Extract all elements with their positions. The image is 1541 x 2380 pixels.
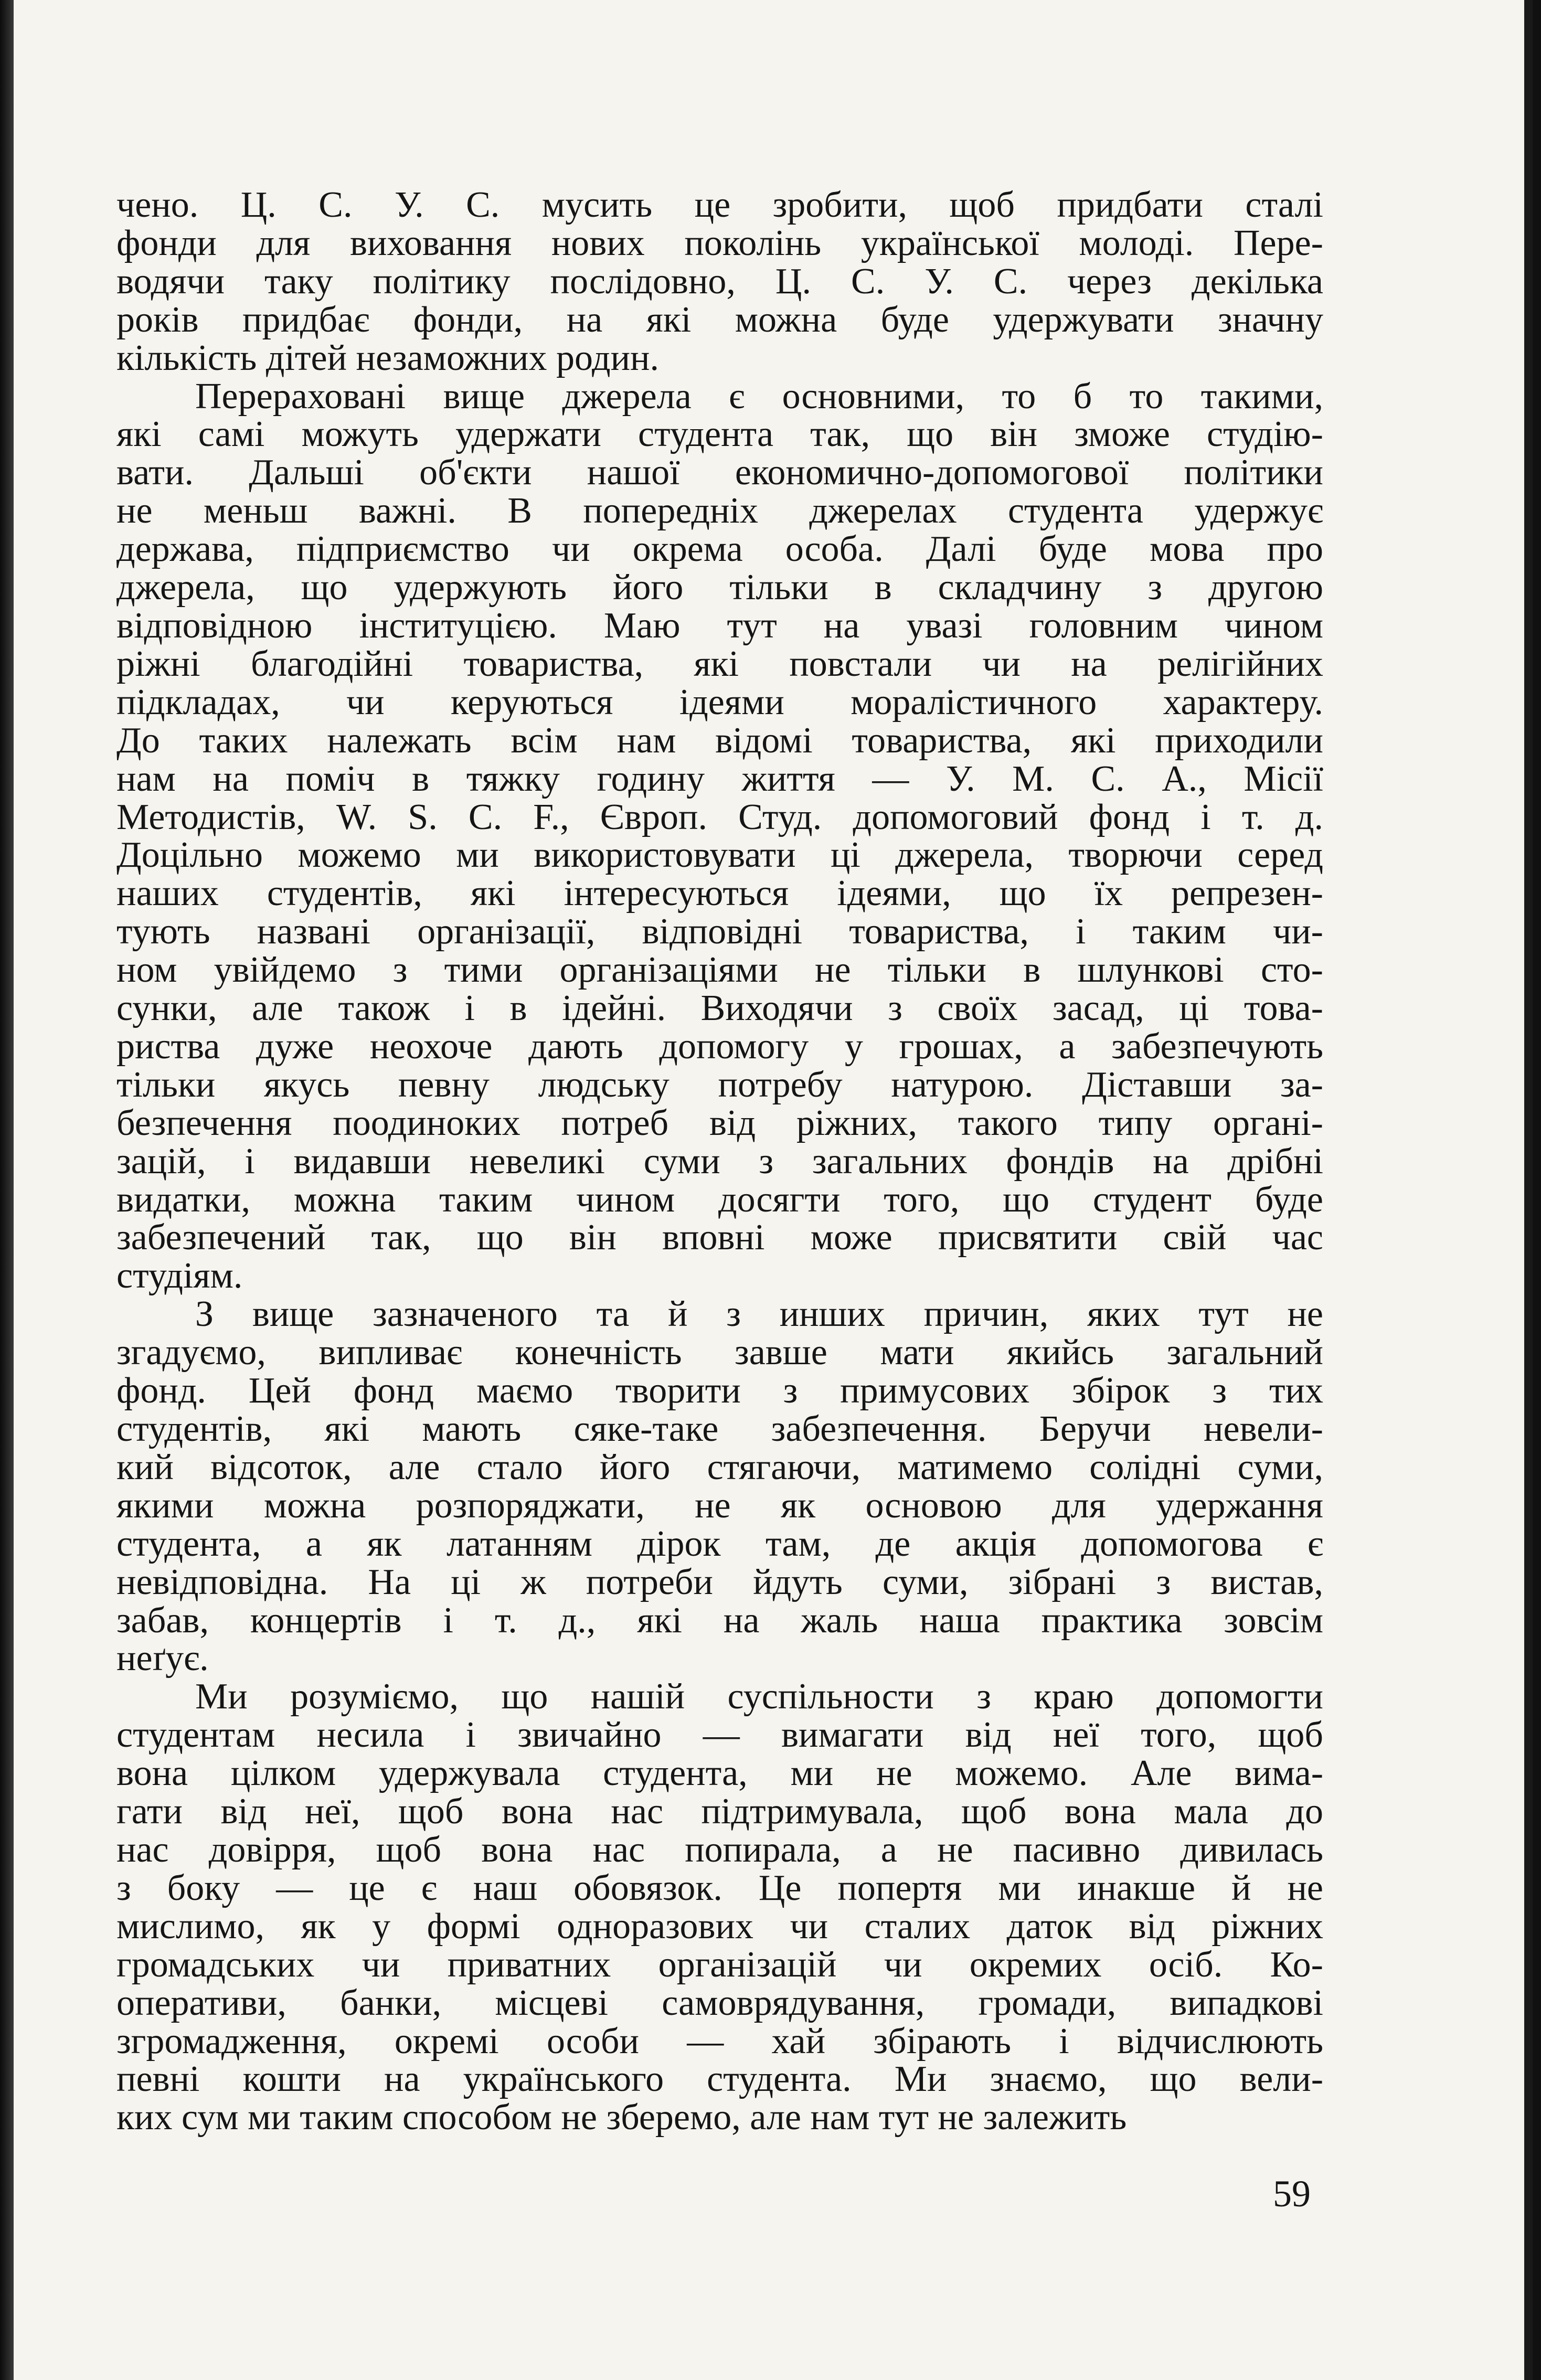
text-line: тільки якусь певну людську потребу натурою. Діставши за- xyxy=(116,1064,1323,1105)
text-line: мислимо, як у формі одноразових чи сталих даток від ріжних xyxy=(116,1906,1323,1947)
text-line: кількість дітей незаможних родин. xyxy=(116,337,660,378)
text-line: ких сум ми таким способом не зберемо, але нам тут не залежить xyxy=(116,2097,1127,2138)
text-line: чено. Ц. С. У. С. мусить це зробити, щоб придбати сталі xyxy=(116,185,1323,225)
text-line: До таких належать всім нам відомі товариства, які приходили xyxy=(116,720,1323,761)
paragraph xyxy=(116,378,1323,1296)
text-line: З вище зазначеного та й з инших причин, яких тут не xyxy=(195,1294,1323,1335)
text-line: тують названі організації, відповідні товариства, і таким чи- xyxy=(116,911,1323,952)
text-line: громадських чи приватних організацій чи окремих осіб. Ко- xyxy=(116,1944,1323,1985)
text-line: сунки, але також і в ідейні. Виходячи з своїх засад, ці това- xyxy=(116,988,1323,1029)
text-line: забезпечений так, що він вповні може присвятити свій час xyxy=(116,1217,1323,1258)
text-line: безпечення поодиноких потреб від ріжних, такого типу органі- xyxy=(116,1102,1323,1143)
text-line: наших студентів, які інтересуються ідеями, що їх репрезен- xyxy=(116,873,1323,914)
text-line: держава, підприємство чи окрема особа. Далі буде мова про xyxy=(116,529,1323,570)
text-line: джерела, що удержують його тільки в складчину з другою xyxy=(116,567,1323,608)
scan-right-edge xyxy=(1524,0,1533,2380)
text-line: водячи таку політику послідовно, Ц. С. У. С. через декілька xyxy=(116,261,1323,302)
text-line: студента, а як латанням дірок там, де акція допомогова є xyxy=(116,1523,1323,1564)
body-text xyxy=(116,186,1323,2137)
text-line: студентів, які мають сяке-таке забезпечення. Беручи невели- xyxy=(116,1409,1323,1449)
text-line: нам на поміч в тяжку годину життя — У. М. С. А., Місії xyxy=(116,758,1323,799)
text-line: фонд. Цей фонд маємо творити з примусових збірок з тих xyxy=(116,1370,1323,1411)
scan-left-edge xyxy=(0,0,14,2380)
page-number: 59 xyxy=(1273,2173,1311,2215)
text-line: Методистів, W. S. C. F., Європ. Студ. допомоговий фонд і т. д. xyxy=(116,796,1323,837)
text-line: забав, концертів і т. д., які на жаль наша практика зовсім xyxy=(116,1600,1323,1641)
text-line: якими можна розпоряджати, не як основою для удержання xyxy=(116,1485,1323,1526)
text-line: відповідною інституцією. Маю тут на увазі головним чином xyxy=(116,605,1323,646)
text-line: підкладах, чи керуються ідеями моралістичного характеру. xyxy=(116,682,1323,722)
text-line: згромадження, окремі особи — хай збірають і відчислюють xyxy=(116,2021,1323,2062)
text-line: які самі можуть удержати студента так, що він зможе студію- xyxy=(116,414,1323,455)
paragraph xyxy=(116,1295,1323,1678)
text-line: згадуємо, випливає конечність завше мати якийсь загальний xyxy=(116,1332,1323,1373)
text-line: невідповідна. На ці ж потреби йдуть суми, зібрані з вистав, xyxy=(116,1561,1323,1602)
text-line: Ми розуміємо, що нашій суспільности з краю допомогти xyxy=(195,1676,1323,1717)
text-line: вона цілком удержувала студента, ми не можемо. Але вима- xyxy=(116,1753,1323,1794)
text-line: студіям. xyxy=(116,1256,243,1297)
text-line: певні кошти на українського студента. Ми знаємо, що вели- xyxy=(116,2059,1323,2100)
text-line: студентам несила і звичайно — вимагати від неї того, щоб xyxy=(116,1715,1323,1756)
text-line: фонди для виховання нових поколінь української молоді. Пере- xyxy=(116,222,1323,263)
text-line: гати від неї, щоб вона нас підтримувала, щоб вона мала до xyxy=(116,1791,1323,1832)
text-line: вати. Дальші об'єкти нашої економично-допомогової політики xyxy=(116,452,1323,493)
text-line: риства дуже неохоче дають допомогу у грошах, а забезпечують xyxy=(116,1026,1323,1067)
text-line: неґує. xyxy=(116,1638,209,1679)
text-line: років придбає фонди, на які можна буде удержувати значну xyxy=(116,299,1323,340)
text-line: Доцільно можемо ми використовувати ці джерела, творючи серед xyxy=(116,835,1323,876)
text-line: зацій, і видавши невеликі суми з загальних фондів на дрібні xyxy=(116,1141,1323,1182)
text-line: з боку — це є наш обовязок. Це попертя ми инакше й не xyxy=(116,1867,1323,1908)
text-line: Перераховані вище джерела є основними, то б то такими, xyxy=(195,376,1323,417)
paragraph xyxy=(116,186,1323,378)
book-page xyxy=(14,0,1533,2380)
paragraph xyxy=(116,1678,1323,2137)
text-line: ріжні благодійні товариства, які повстали чи на релігійних xyxy=(116,643,1323,684)
text-line: ном увійдемо з тими організаціями не тільки в шлункові сто- xyxy=(116,950,1323,991)
text-line: нас довірря, щоб вона нас попирала, а не пасивно дивилась xyxy=(116,1829,1323,1870)
text-line: оперативи, банки, місцеві самоврядування, громади, випадкові xyxy=(116,1982,1323,2023)
text-line: не меньш важні. В попередніх джерелах студента удержує xyxy=(116,491,1323,532)
text-line: кий відсоток, але стало його стягаючи, матимемо солідні суми, xyxy=(116,1447,1323,1488)
text-line: видатки, можна таким чином досягти того, що студент буде xyxy=(116,1179,1323,1220)
